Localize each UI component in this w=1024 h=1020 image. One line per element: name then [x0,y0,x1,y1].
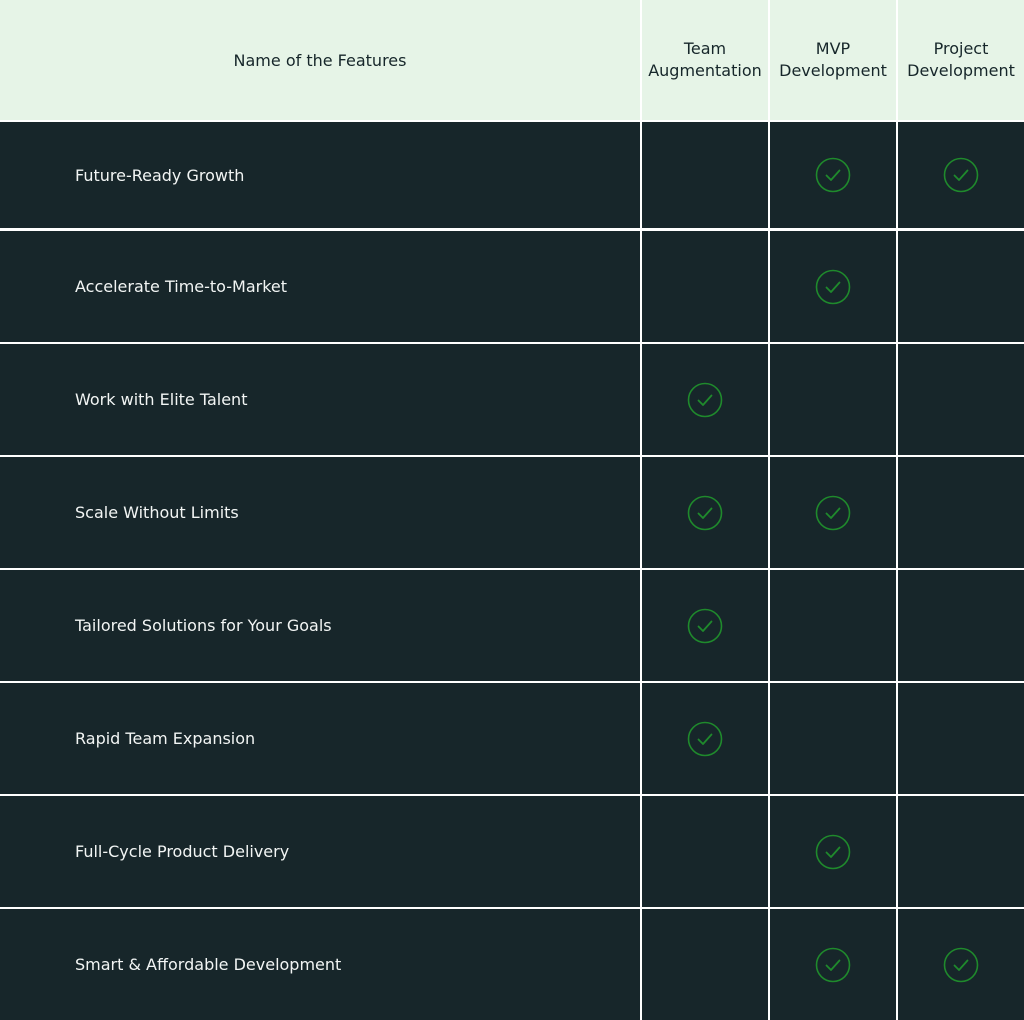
cell-mvp-development [770,122,896,228]
feature-name: Rapid Team Expansion [75,729,256,748]
check-circle-icon [687,608,723,644]
feature-name-cell [0,570,640,681]
feature-name-cell [0,457,640,568]
column-header-line: MVP [815,39,851,58]
cell-project-development [898,231,1024,342]
cell-project-development [898,909,1024,1020]
cell-team-augmentation [642,909,768,1020]
feature-name: Work with Elite Talent [75,390,248,409]
table-row [0,231,1024,342]
feature-column-label: Name of the Features [233,50,407,70]
check-circle-icon [943,157,979,193]
cell-team-augmentation [642,457,768,568]
cell-team-augmentation [642,344,768,455]
cell-project-development [898,122,1024,228]
check-circle-icon [943,947,979,983]
cell-team-augmentation [642,570,768,681]
feature-name-cell [0,796,640,907]
cell-mvp-development [770,570,896,681]
feature-name: Full-Cycle Product Delivery [75,842,290,861]
table-row [0,122,1024,228]
feature-name: Scale Without Limits [75,503,239,522]
cell-project-development [898,457,1024,568]
cell-project-development [898,570,1024,681]
check-circle-icon [815,269,851,305]
feature-name: Future-Ready Growth [75,165,245,185]
cell-mvp-development [770,344,896,455]
cell-team-augmentation [642,231,768,342]
check-circle-icon [687,721,723,757]
column-header-mvp-development [770,0,896,120]
column-header-line: Team [683,39,727,58]
table-header [0,0,1024,120]
table-row [0,683,1024,794]
feature-name-cell [0,909,640,1020]
column-header-project-development [898,0,1024,120]
column-header-team-augmentation [642,0,768,120]
check-circle-icon [815,947,851,983]
table-row [0,570,1024,681]
table-row [0,344,1024,455]
cell-project-development [898,683,1024,794]
cell-team-augmentation [642,796,768,907]
check-circle-icon [815,495,851,531]
cell-team-augmentation [642,683,768,794]
table-row [0,909,1024,1020]
cell-mvp-development [770,231,896,342]
feature-name-cell [0,231,640,342]
feature-name-cell [0,122,640,228]
cell-mvp-development [770,796,896,907]
cell-mvp-development [770,909,896,1020]
table-row [0,796,1024,907]
table-row [0,457,1024,568]
check-circle-icon [687,495,723,531]
cell-mvp-development [770,457,896,568]
feature-column-header [0,0,640,120]
cell-mvp-development [770,683,896,794]
feature-name: Smart & Affordable Development [75,955,342,974]
feature-name: Accelerate Time-to-Market [75,277,288,296]
cell-project-development [898,796,1024,907]
column-header-line: Project [933,39,989,58]
check-circle-icon [687,382,723,418]
cell-team-augmentation [642,122,768,228]
column-header-line: Development [779,61,887,80]
feature-name: Tailored Solutions for Your Goals [75,616,332,635]
feature-name-cell [0,683,640,794]
column-header-line: Development [907,61,1015,80]
cell-project-development [898,344,1024,455]
feature-name-cell [0,344,640,455]
check-circle-icon [815,834,851,870]
column-header-line: Augmentation [648,61,762,80]
check-circle-icon [815,157,851,193]
